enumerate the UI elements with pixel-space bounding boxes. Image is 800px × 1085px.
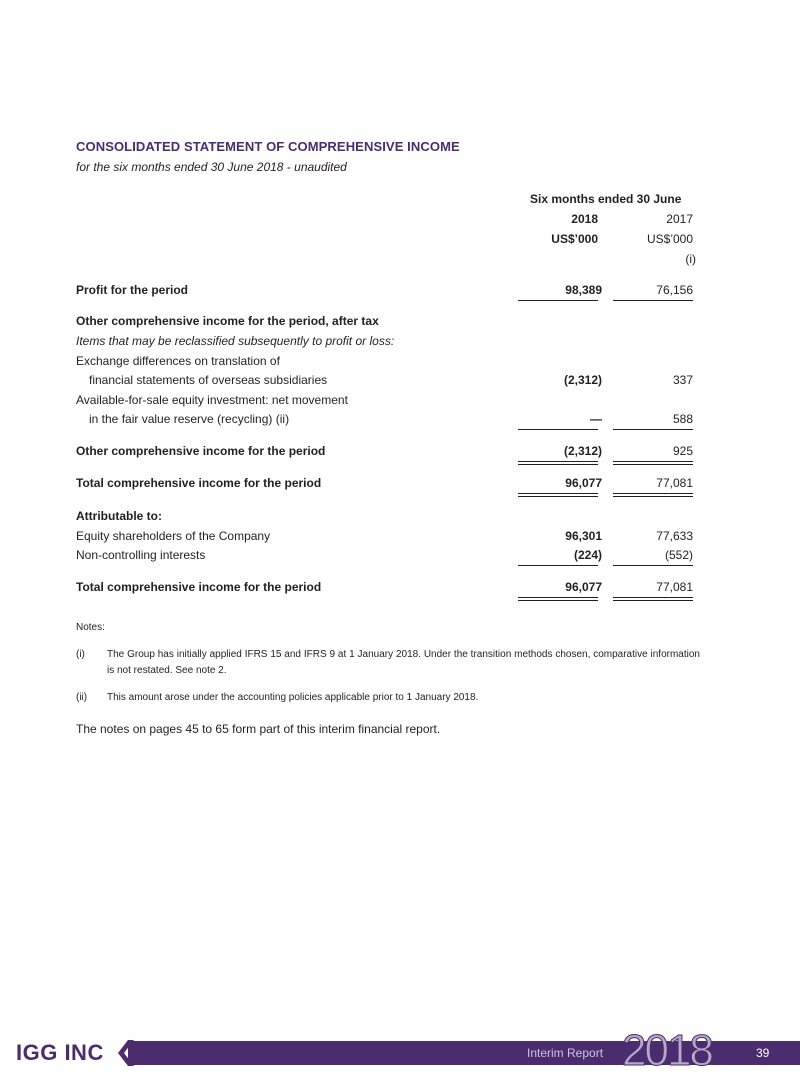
- period-header: Six months ended 30 June: [530, 192, 682, 206]
- company-logo: IGG INC: [16, 1040, 104, 1065]
- row-label: Other comprehensive income for the period, after tax: [76, 314, 379, 328]
- value-2017: 76,156: [656, 283, 693, 297]
- value-2017: 77,081: [656, 580, 693, 594]
- value-2018: —: [590, 412, 602, 426]
- double-rule-2017: [613, 597, 693, 601]
- row-label: Available-for-sale equity investment: net movement: [76, 393, 348, 407]
- row-equity-shareholders: [0, 529, 800, 547]
- row-label: Items that may be reclassified subsequently to profit or loss:: [76, 334, 395, 348]
- footer-note: The notes on pages 45 to 65 form part of this interim financial report.: [76, 722, 441, 736]
- rule-2017: [613, 300, 693, 301]
- report-year: 2018: [622, 1026, 712, 1075]
- value-2017: 337: [672, 373, 693, 387]
- row-items-heading: [0, 334, 800, 352]
- value-2017: 77,633: [656, 529, 693, 543]
- rule-2018: [518, 565, 598, 566]
- double-rule-2017: [613, 461, 693, 465]
- double-rule-2017: [613, 493, 693, 497]
- value-2018: 96,301: [565, 529, 602, 543]
- value-2018: (2,312): [563, 373, 602, 387]
- row-label: Total comprehensive income for the period: [76, 580, 322, 594]
- note-number: (i): [76, 649, 85, 660]
- note-number: (ii): [76, 692, 88, 703]
- row-profit: [0, 283, 800, 301]
- row-label: Equity shareholders of the Company: [76, 529, 271, 543]
- value-2018: 98,389: [565, 283, 602, 297]
- double-rule-2018: [518, 493, 598, 497]
- row-exchange-line1: [0, 354, 800, 372]
- note-item: [76, 647, 700, 681]
- unit-2017-header: US$’000: [646, 232, 693, 246]
- note-item: [76, 690, 700, 708]
- page-number: 39: [756, 1046, 770, 1060]
- value-2017: (552): [664, 548, 693, 562]
- row-label: Profit for the period: [76, 283, 188, 297]
- value-2017: 588: [672, 412, 693, 426]
- page-footer: [0, 1026, 800, 1075]
- row-attributable: [0, 509, 800, 527]
- report-name: Interim Report: [527, 1046, 604, 1060]
- note-text: This amount arose under the accounting policies applicable prior to 1 January 2018.: [107, 692, 479, 703]
- row-exchange: [0, 373, 800, 391]
- value-2018: 96,077: [565, 580, 602, 594]
- page-subtitle: for the six months ended 30 June 2018 - unaudited: [76, 160, 347, 174]
- row-label: Non-controlling interests: [76, 548, 206, 562]
- row-label: financial statements of overseas subsidiaries: [89, 373, 328, 387]
- double-rule-2018: [518, 461, 598, 465]
- row-total-comprehensive-income: [0, 476, 800, 494]
- value-2018: (2,312): [563, 444, 602, 458]
- rule-2018: [518, 300, 598, 301]
- notes-heading: Notes:: [76, 622, 105, 633]
- row-label: Exchange differences on translation of: [76, 354, 280, 368]
- double-rule-2018: [518, 597, 598, 601]
- row-oci-heading: [0, 314, 800, 332]
- page-title: CONSOLIDATED STATEMENT OF COMPREHENSIVE INCOME: [76, 139, 460, 154]
- row-oci-total: [0, 444, 800, 462]
- restated-note-ref: (i): [685, 252, 696, 266]
- double-chevron-icon: [116, 1040, 138, 1066]
- row-label: Total comprehensive income for the period: [76, 476, 322, 490]
- rule-2018: [518, 429, 598, 430]
- row-total-comprehensive-income-2: [0, 580, 800, 598]
- year-2018-header: 2018: [571, 212, 598, 226]
- row-label: Attributable to:: [76, 509, 162, 523]
- row-non-controlling-interests: [0, 548, 800, 566]
- note-text: The Group has initially applied IFRS 15 and IFRS 9 at 1 January 2018. Under the transition methods chosen, comparative information is not restated. See note 2.: [107, 649, 700, 676]
- value-2017: 925: [672, 444, 693, 458]
- unit-2018-header: US$’000: [551, 232, 598, 246]
- row-afs: [0, 412, 800, 430]
- row-afs-line1: [0, 393, 800, 411]
- rule-2017: [613, 565, 693, 566]
- row-label: in the fair value reserve (recycling) (ii): [89, 412, 290, 426]
- year-2017-header: 2017: [666, 212, 693, 226]
- value-2017: 77,081: [656, 476, 693, 490]
- rule-2017: [613, 429, 693, 430]
- value-2018: 96,077: [565, 476, 602, 490]
- row-label: Other comprehensive income for the period: [76, 444, 326, 458]
- value-2018: (224): [573, 548, 602, 562]
